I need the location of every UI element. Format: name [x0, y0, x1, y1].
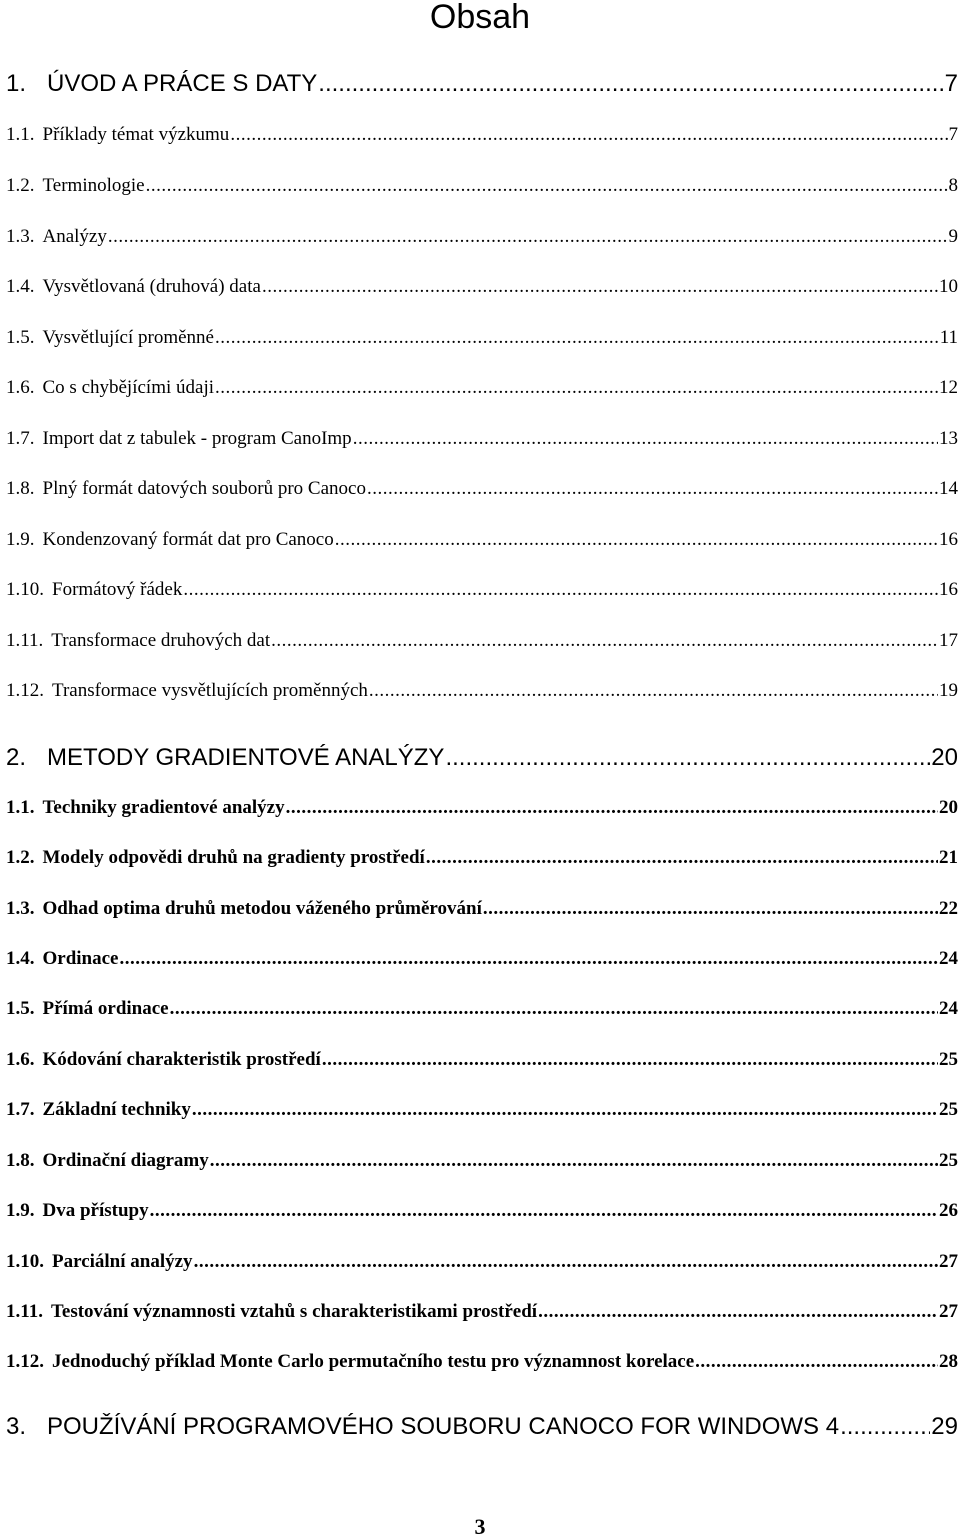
- toc-entry[interactable]: [6, 1351, 958, 1373]
- dot-leader: [183, 579, 938, 601]
- toc-entry-number: 1.4.: [6, 276, 35, 297]
- toc-entry[interactable]: [6, 630, 958, 652]
- toc-entry[interactable]: [6, 1150, 958, 1172]
- dot-leader: [150, 1200, 938, 1222]
- toc-entry[interactable]: [6, 276, 958, 298]
- toc-entry[interactable]: [6, 377, 958, 399]
- toc-chapter-1[interactable]: [6, 70, 958, 98]
- toc-entry[interactable]: [6, 124, 958, 146]
- dot-leader: [695, 1351, 938, 1373]
- toc-entry-label: Testování významnosti vztahů s charakteristikami prostředí: [50, 1301, 538, 1322]
- toc-entry-label: Ordinace: [42, 948, 119, 969]
- toc-entry-number: 1.8.: [6, 478, 35, 499]
- toc-entry-page: 13: [939, 428, 958, 449]
- toc-entry-label: Vysvětlovaná (druhová) data: [42, 276, 261, 297]
- toc-entry-page: 14: [939, 478, 958, 499]
- toc-entry[interactable]: [6, 898, 958, 920]
- toc-entry-number: 1.4.: [6, 948, 35, 969]
- dot-leader: [192, 1099, 938, 1121]
- dot-leader: [322, 1049, 938, 1071]
- dot-leader: [483, 898, 938, 920]
- toc-entry-page: 26: [939, 1200, 958, 1221]
- dot-leader: [271, 630, 938, 652]
- toc-entry-number: 1.6.: [6, 1049, 35, 1070]
- toc-entry-label: Terminologie: [42, 175, 145, 196]
- toc-entry-number: 1.: [6, 70, 27, 97]
- page-number: 3: [474, 1514, 486, 1539]
- toc-entry-label: ÚVOD A PRÁCE S DATY: [47, 70, 318, 97]
- page-title: Obsah: [429, 0, 531, 36]
- toc-entry-number: 1.2.: [6, 847, 35, 868]
- toc-entry-page: 9: [948, 226, 958, 247]
- toc-entry-number: 1.12.: [6, 1351, 44, 1372]
- toc-entry[interactable]: [6, 1200, 958, 1222]
- toc-chapter-2[interactable]: [6, 744, 958, 772]
- toc-entry-page: 10: [939, 276, 958, 297]
- toc-entry-label: POUŽÍVÁNÍ PROGRAMOVÉHO SOUBORU CANOCO FOR WINDOWS 4: [47, 1413, 840, 1440]
- dot-leader: [108, 226, 948, 248]
- toc-entry[interactable]: [6, 1251, 958, 1273]
- toc-entry-number: 1.2.: [6, 175, 35, 196]
- toc-entry-label: Modely odpovědi druhů na gradienty prostředí: [42, 847, 425, 868]
- toc-entry-number: 1.1.: [6, 797, 35, 818]
- toc-entry[interactable]: [6, 428, 958, 450]
- toc-entry[interactable]: [6, 175, 958, 197]
- toc-entry[interactable]: [6, 226, 958, 248]
- toc-entry-label: Vysvětlující proměnné: [42, 327, 214, 348]
- dot-leader: [215, 377, 938, 399]
- toc-entry-page: 20: [931, 744, 958, 771]
- dot-leader: [538, 1301, 938, 1323]
- toc-entry[interactable]: [6, 680, 958, 702]
- toc-entry-page: 25: [939, 1049, 958, 1070]
- toc-entry-label: Co s chybějícími údaji: [42, 377, 215, 398]
- dot-leader: [120, 948, 939, 970]
- toc-entry-label: Parciální analýzy: [52, 1251, 193, 1272]
- toc-entry-page: 11: [939, 327, 958, 348]
- toc-entry-page: 19: [939, 680, 958, 701]
- toc-entry-page: 24: [939, 948, 958, 969]
- toc-entry-page: 17: [939, 630, 958, 651]
- toc-entry-number: 1.10.: [6, 1251, 44, 1272]
- toc-entry-page: 12: [939, 377, 958, 398]
- toc-entry-label: Jednoduchý příklad Monte Carlo permutačního testu pro významnost korelace: [52, 1351, 695, 1372]
- dot-leader: [445, 744, 930, 772]
- toc-entry-label: Import dat z tabulek - program CanoImp: [42, 428, 352, 449]
- toc-entry-page: 21: [939, 847, 958, 868]
- toc-entry-page: 7: [944, 70, 958, 97]
- dot-leader: [210, 1150, 938, 1172]
- toc-entry-label: Transformace vysvětlujících proměnných: [52, 680, 368, 701]
- toc-entry-label: Kondenzovaný formát dat pro Canoco: [42, 529, 334, 550]
- toc-entry-number: 1.5.: [6, 998, 35, 1019]
- toc-entry-label: Příklady témat výzkumu: [42, 124, 230, 145]
- dot-leader: [286, 797, 938, 819]
- toc-entry-page: 24: [939, 998, 958, 1019]
- toc-entry-label: Základní techniky: [42, 1099, 191, 1120]
- toc-entry-page: 8: [948, 175, 958, 196]
- toc-entry[interactable]: [6, 1049, 958, 1071]
- toc-entry-page: 25: [939, 1150, 958, 1171]
- dot-leader: [230, 124, 947, 146]
- toc-entry-label: Ordinační diagramy: [42, 1150, 209, 1171]
- toc-chapter-3[interactable]: [6, 1413, 958, 1441]
- toc-entry[interactable]: [6, 948, 958, 970]
- toc-entry-label: Dva přístupy: [42, 1200, 149, 1221]
- dot-leader: [318, 70, 943, 98]
- toc-entry-label: METODY GRADIENTOVÉ ANALÝZY: [47, 744, 445, 771]
- toc-entry-label: Přímá ordinace: [42, 998, 169, 1019]
- toc-entry-page: 22: [939, 898, 958, 919]
- toc-entry-number: 1.7.: [6, 1099, 35, 1120]
- dot-leader: [215, 327, 939, 349]
- toc-entry-number: 1.6.: [6, 377, 35, 398]
- dot-leader: [369, 680, 938, 702]
- toc-entry-number: 1.5.: [6, 327, 35, 348]
- toc-entry-number: 1.3.: [6, 226, 35, 247]
- dot-leader: [146, 175, 948, 197]
- toc-entry-number: 1.8.: [6, 1150, 35, 1171]
- toc-entry-page: 7: [948, 124, 958, 145]
- dot-leader: [367, 478, 938, 500]
- toc-entry-number: 3.: [6, 1413, 27, 1440]
- toc-entry-page: 29: [931, 1413, 958, 1440]
- toc-entry-number: 1.12.: [6, 680, 44, 701]
- toc-entry-label: Transformace druhových dat: [51, 630, 271, 651]
- toc-entry-number: 1.9.: [6, 1200, 35, 1221]
- toc-entry-page: 25: [939, 1099, 958, 1120]
- toc-entry[interactable]: [6, 1099, 958, 1121]
- toc-entry-number: 1.1.: [6, 124, 35, 145]
- toc-entry-number: 1.10.: [6, 579, 44, 600]
- toc-entry[interactable]: [6, 529, 958, 551]
- toc-entry-label: Kódování charakteristik prostředí: [42, 1049, 321, 1070]
- toc-entry-label: Formátový řádek: [52, 579, 183, 600]
- dot-leader: [262, 276, 938, 298]
- toc-entry[interactable]: [6, 998, 958, 1020]
- toc-entry-page: 27: [939, 1301, 958, 1322]
- toc-entry[interactable]: [6, 478, 958, 500]
- dot-leader: [194, 1251, 938, 1273]
- dot-leader: [353, 428, 938, 450]
- toc-entry-number: 1.11.: [6, 630, 44, 651]
- toc-entry-page: 16: [939, 579, 958, 600]
- toc-entry-page: 16: [939, 529, 958, 550]
- toc-entry-page: 20: [939, 797, 958, 818]
- toc-entry-page: 27: [939, 1251, 958, 1272]
- toc-entry-number: 1.3.: [6, 898, 35, 919]
- toc-entry-number: 1.7.: [6, 428, 35, 449]
- toc-entry[interactable]: [6, 579, 958, 601]
- toc-entry-number: 2.: [6, 744, 27, 771]
- toc-entry-page: 28: [939, 1351, 958, 1372]
- dot-leader: [840, 1413, 930, 1441]
- toc-entry-number: 1.11.: [6, 1301, 43, 1322]
- toc-entry-label: Techniky gradientové analýzy: [42, 797, 285, 818]
- toc-entry-label: Plný formát datových souborů pro Canoco: [42, 478, 366, 499]
- dot-leader: [335, 529, 938, 551]
- toc-entry-label: Analýzy: [42, 226, 107, 247]
- toc-entry[interactable]: [6, 797, 958, 819]
- dot-leader: [426, 847, 938, 869]
- dot-leader: [170, 998, 938, 1020]
- toc-entry[interactable]: [6, 847, 958, 869]
- toc-entry-number: 1.9.: [6, 529, 35, 550]
- toc-entry-label: Odhad optima druhů metodou váženého průměrování: [42, 898, 482, 919]
- toc-entry[interactable]: [6, 1301, 958, 1323]
- toc-entry[interactable]: [6, 327, 958, 349]
